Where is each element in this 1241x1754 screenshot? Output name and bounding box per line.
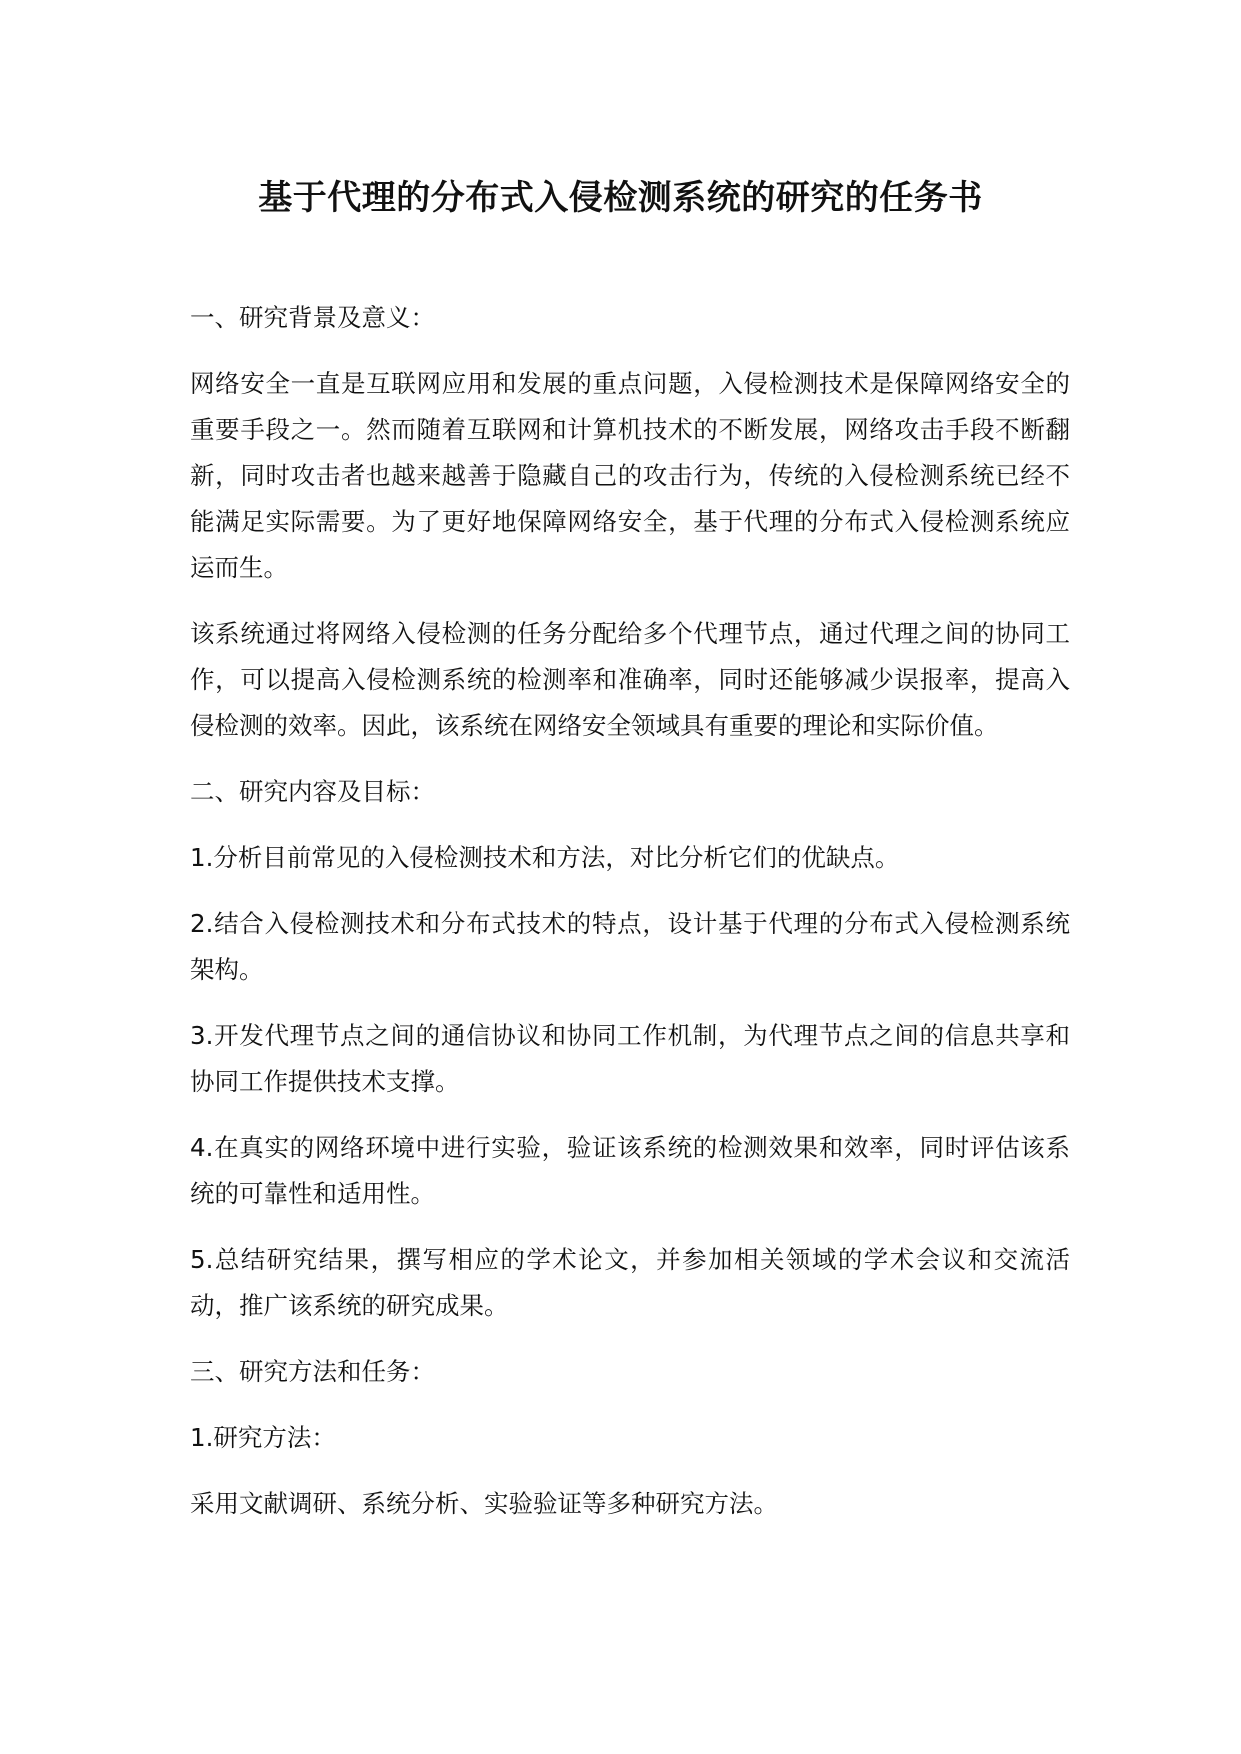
list-item-goal-4: 4.在真实的网络环境中进行实验，验证该系统的检测效果和效率，同时评估该系统的可靠性和适用性。 [190, 1133, 1070, 1208]
list-item-goal-5: 5.总结研究结果，撰写相应的学术论文，并参加相关领域的学术会议和交流活动，推广该系统的研究成果。 [190, 1245, 1070, 1320]
subheading-methods: 1.研究方法： [190, 1423, 336, 1452]
document-title: 基于代理的分布式入侵检测系统的研究的任务书 [258, 178, 983, 218]
section-heading-methods-tasks: 三、研究方法和任务： [190, 1357, 435, 1386]
paragraph-background-1: 网络安全一直是互联网应用和发展的重点问题，入侵检测技术是保障网络安全的重要手段之一。然而随着互联网和计算机技术的不断发展，网络攻击手段不断翻新，同时攻击者也越来越善于隐藏自己的攻击行为，传统的入侵检测系统已经不能满足实际需要。为了更好地保障网络安全，基于代理的分布式入侵检测系统应运而生。 [190, 369, 1070, 582]
paragraph-methods: 采用文献调研、系统分析、实验验证等多种研究方法。 [190, 1489, 778, 1518]
document-body [190, 295, 1070, 1547]
section-heading-content-goals: 二、研究内容及目标： [190, 777, 435, 806]
list-item-goal-2: 2.结合入侵检测技术和分布式技术的特点，设计基于代理的分布式入侵检测系统架构。 [190, 909, 1070, 984]
list-item-goal-1: 1.分析目前常见的入侵检测技术和方法，对比分析它们的优缺点。 [190, 843, 900, 872]
paragraph-background-2: 该系统通过将网络入侵检测的任务分配给多个代理节点，通过代理之间的协同工作，可以提高入侵检测系统的检测率和准确率，同时还能够减少误报率，提高入侵检测的效率。因此，该系统在网络安全领域具有重要的理论和实际价值。 [190, 619, 1070, 740]
list-item-goal-3: 3.开发代理节点之间的通信协议和协同工作机制，为代理节点之间的信息共享和协同工作提供技术支撑。 [190, 1021, 1070, 1096]
section-heading-background: 一、研究背景及意义： [190, 303, 435, 332]
